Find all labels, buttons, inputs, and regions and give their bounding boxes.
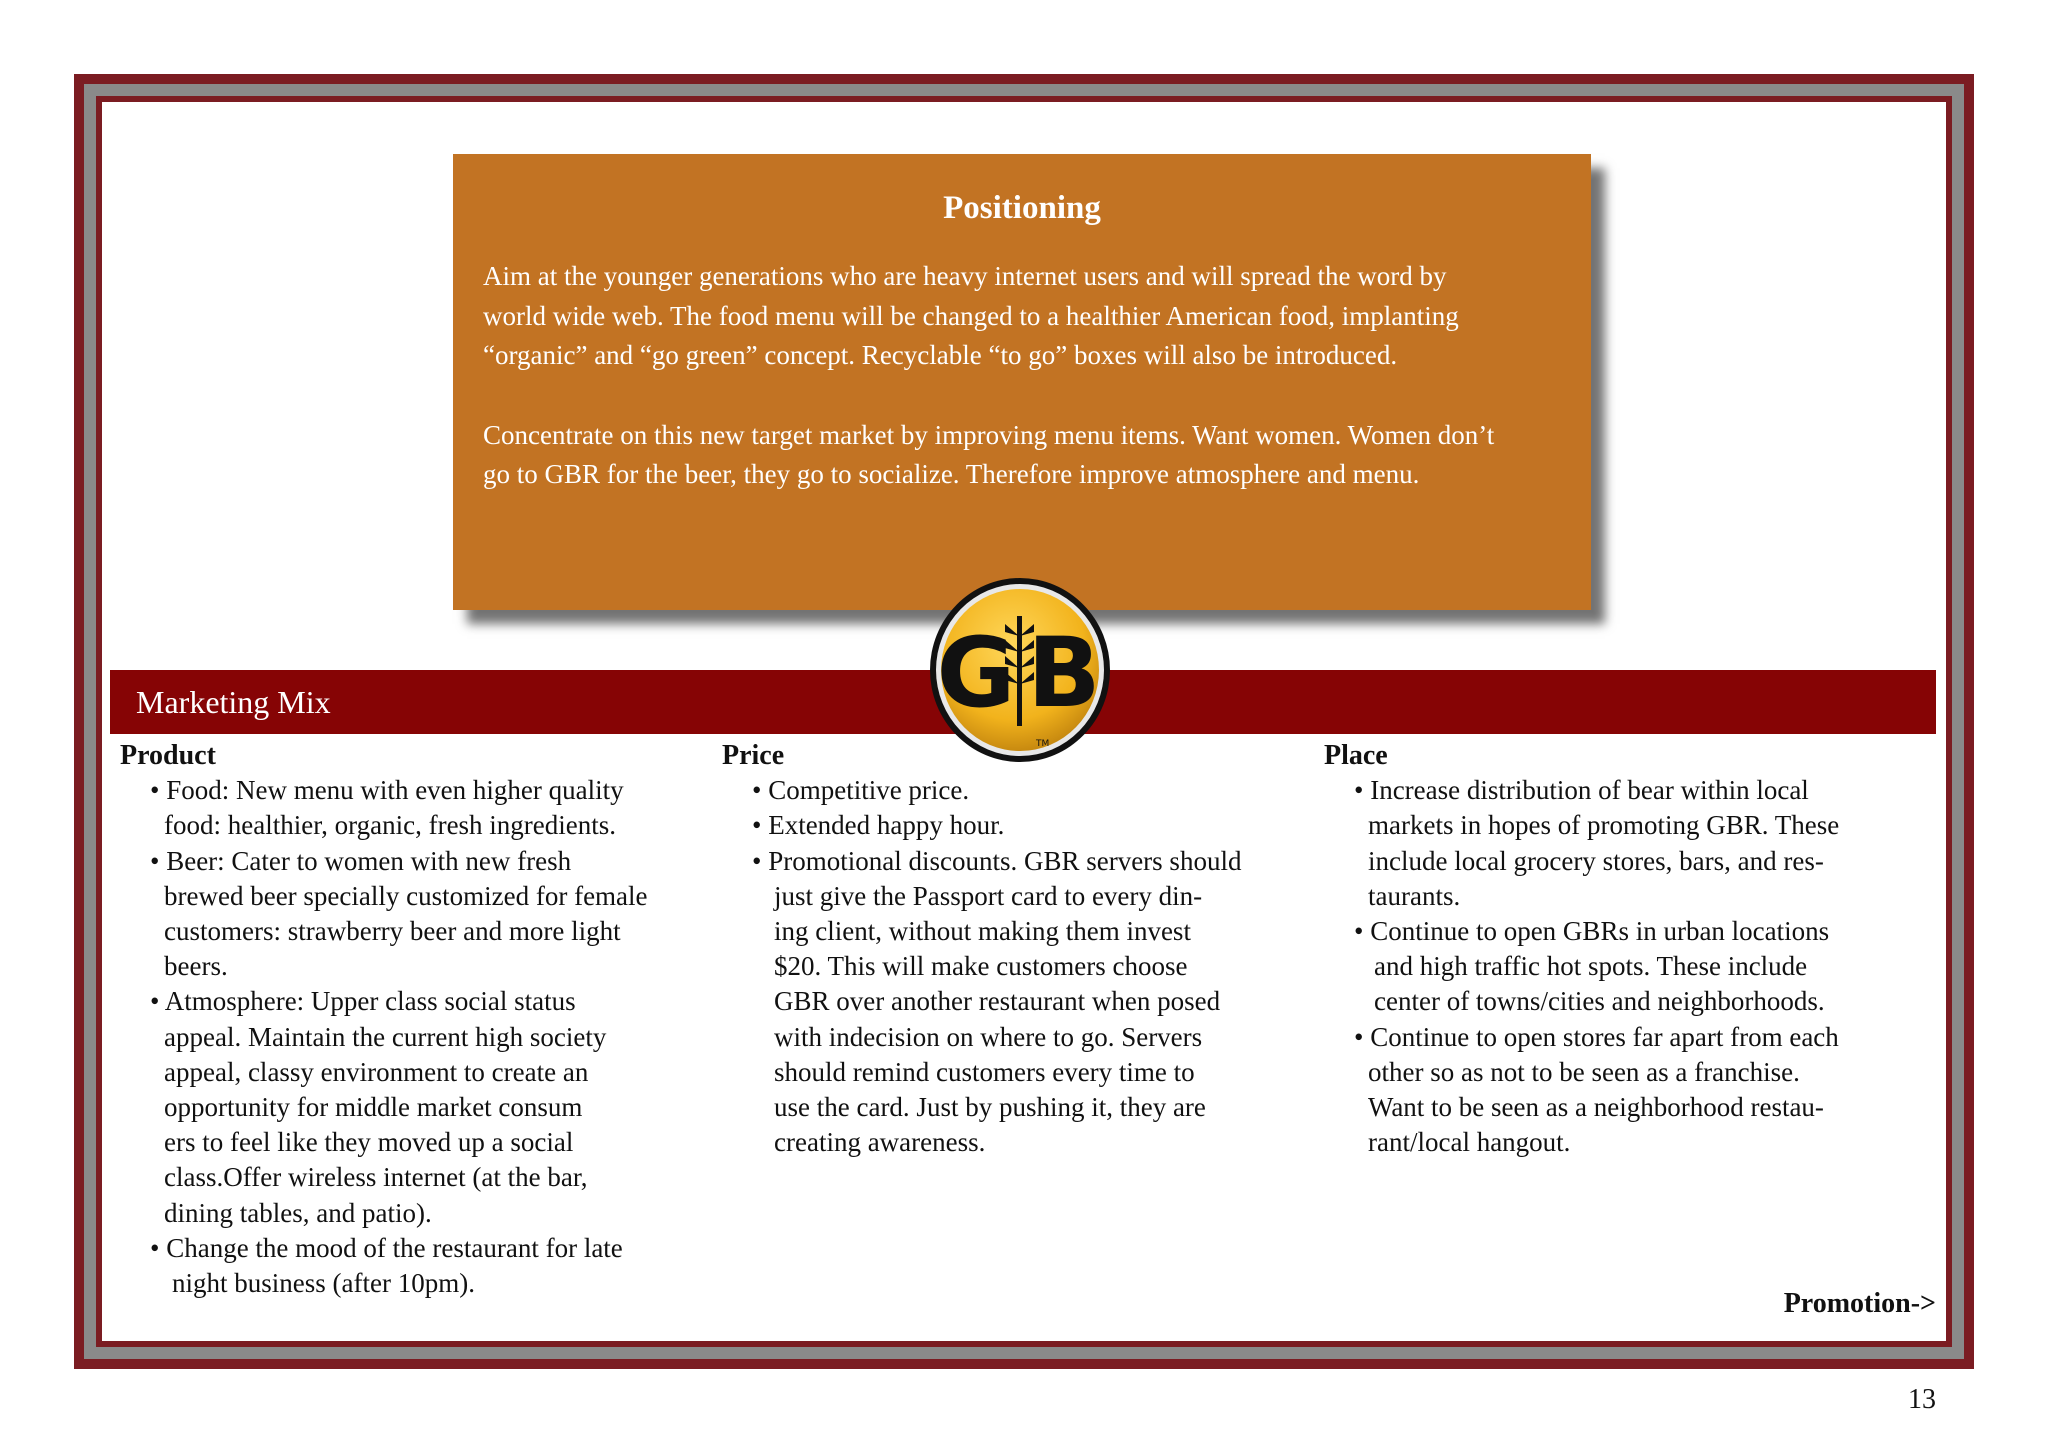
bullet-line: appeal, classy environment to create an xyxy=(164,1056,589,1087)
bullet-line: dining tables, and patio). xyxy=(164,1197,432,1228)
bullet-line: GBR over another restaurant when posed xyxy=(774,986,1221,1017)
bullet-line: class.Offer wireless internet (at the bar, xyxy=(164,1162,588,1193)
positioning-paragraph-1 xyxy=(483,257,1561,376)
next-page-promotion-link[interactable]: Promotion-> xyxy=(1783,1288,1936,1319)
bullet-line: center of towns/cities and neighborhoods. xyxy=(1374,986,1825,1017)
price-bullet-promotional xyxy=(722,844,1322,1161)
bullet-line: use the card. Just by pushing it, they are xyxy=(774,1092,1206,1123)
bullet-line: other so as not to be seen as a franchise. xyxy=(1368,1056,1800,1087)
place-column xyxy=(1324,738,1934,1160)
price-bullet-competitive xyxy=(722,773,1322,808)
marketing-mix-title: Marketing Mix xyxy=(136,684,331,720)
logo-letter-g: G xyxy=(936,617,1016,729)
bullet-line: include local grocery stores, bars, and res- xyxy=(1368,845,1824,876)
gbr-logo xyxy=(928,576,1112,764)
product-bullet-food xyxy=(120,773,720,843)
bullet-line: • Competitive price. xyxy=(752,775,970,806)
product-bullet-atmosphere xyxy=(120,984,720,1230)
bullet-line: • Promotional discounts. GBR servers should xyxy=(752,845,1242,876)
bullet-line: Want to be seen as a neighborhood restau- xyxy=(1368,1092,1824,1123)
logo-letter-b: B xyxy=(1027,617,1101,729)
positioning-paragraph-2 xyxy=(483,416,1561,495)
product-column xyxy=(120,738,720,1301)
price-heading: Price xyxy=(722,740,785,771)
positioning-title: Positioning xyxy=(943,190,1101,226)
bullet-line: with indecision on where to go. Servers xyxy=(774,1021,1203,1052)
bullet-line: markets in hopes of promoting GBR. These xyxy=(1368,810,1840,841)
page-number: 13 xyxy=(1908,1384,1936,1415)
price-column xyxy=(722,738,1322,1160)
positioning-line: go to GBR for the beer, they go to socialize. Therefore improve atmosphere and menu. xyxy=(483,459,1420,489)
bullet-line: • Change the mood of the restaurant for late xyxy=(150,1232,623,1263)
bullet-line: and high traffic hot spots. These include xyxy=(1374,951,1808,982)
logo-trademark: TM xyxy=(1036,739,1050,749)
bullet-line: • Atmosphere: Upper class social status xyxy=(150,986,576,1017)
bullet-line: brewed beer specially customized for female xyxy=(164,880,648,911)
bullet-line: taurants. xyxy=(1368,880,1461,911)
bullet-line: creating awareness. xyxy=(774,1127,986,1158)
bullet-line: • Food: New menu with even higher quality xyxy=(150,775,624,806)
positioning-line: “organic” and “go green” concept. Recyclable “to go” boxes will also be introduced. xyxy=(483,340,1398,370)
bullet-line: just give the Passport card to every din- xyxy=(774,880,1203,911)
positioning-line: world wide web. The food menu will be changed to a healthier American food, implanting xyxy=(483,300,1459,331)
bullet-line: night business (after 10pm). xyxy=(172,1268,475,1299)
positioning-line: Aim at the younger generations who are heavy internet users and will spread the word by xyxy=(483,261,1447,291)
bullet-line: appeal. Maintain the current high society xyxy=(164,1021,607,1052)
product-bullet-beer xyxy=(120,844,720,985)
place-bullet-distribution xyxy=(1324,773,1934,914)
bullet-line: • Increase distribution of bear within local xyxy=(1354,775,1809,806)
bullet-line: ers to feel like they moved up a social xyxy=(164,1127,574,1158)
place-bullet-far-apart xyxy=(1324,1020,1934,1161)
bullet-line: • Extended happy hour. xyxy=(752,810,1005,841)
bullet-line: customers: strawberry beer and more light xyxy=(164,916,621,947)
product-heading: Product xyxy=(120,740,216,771)
bullet-line: food: healthier, organic, fresh ingredients. xyxy=(164,810,617,841)
bullet-line: should remind customers every time to xyxy=(774,1056,1195,1087)
bullet-line: opportunity for middle market consum xyxy=(164,1092,583,1123)
bullet-line: beers. xyxy=(164,951,228,982)
bullet-line: • Continue to open GBRs in urban locations xyxy=(1354,916,1830,947)
place-bullet-urban xyxy=(1324,914,1934,1020)
bullet-line: rant/local hangout. xyxy=(1368,1127,1571,1158)
bullet-line: • Beer: Cater to women with new fresh xyxy=(150,845,572,876)
bullet-line: ing client, without making them invest xyxy=(774,916,1191,947)
positioning-box xyxy=(453,154,1591,610)
price-bullet-happy-hour xyxy=(722,808,1322,843)
place-heading: Place xyxy=(1324,740,1388,771)
bullet-line: $20. This will make customers choose xyxy=(774,951,1188,982)
bullet-line: • Continue to open stores far apart from each xyxy=(1354,1021,1839,1052)
product-bullet-mood xyxy=(120,1231,720,1301)
positioning-line: Concentrate on this new target market by improving menu items. Want women. Women don’t xyxy=(483,419,1495,450)
